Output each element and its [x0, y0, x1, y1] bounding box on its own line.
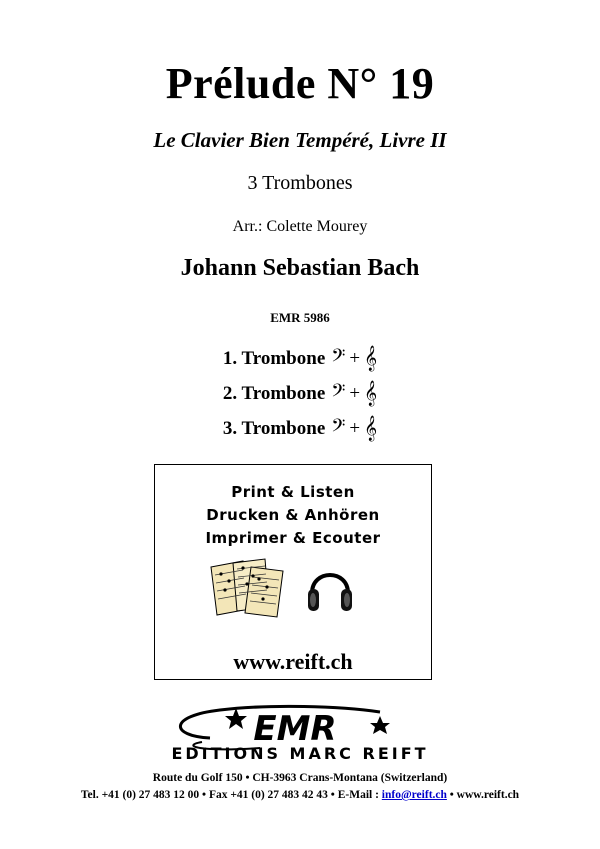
- parts-list: [0, 341, 600, 446]
- plus-sign: +: [349, 382, 361, 404]
- treble-clef-icon: 𝄞: [364, 346, 378, 371]
- contact-prefix: Tel. +41 (0) 27 483 12 00 • Fax +41 (0) 27 483 42 43 • E-Mail :: [80, 789, 382, 801]
- promo-line-fr: Imprimer & Ecouter: [205, 529, 381, 547]
- promo-line-en: Print & Listen: [231, 483, 355, 501]
- bass-clef-icon: 𝄢: [331, 416, 346, 441]
- sheet-music-icon: [207, 557, 287, 619]
- promo-line-de: Drucken & Anhören: [206, 506, 380, 524]
- bass-clef-icon: 𝄢: [331, 346, 346, 371]
- treble-clef-icon: 𝄞: [364, 381, 378, 406]
- plus-sign: +: [349, 417, 361, 439]
- publisher-address: Route du Golf 150 • CH-3963 Crans-Montana (Switzerland): [152, 772, 448, 784]
- arranger: Arr.: Colette Mourey: [232, 218, 368, 235]
- contact-suffix: • www.reift.ch: [446, 789, 520, 801]
- instrumentation: 3 Trombones: [247, 172, 353, 194]
- publisher-contact: [0, 789, 600, 801]
- composer: Johann Sebastian Bach: [180, 255, 420, 281]
- website-link[interactable]: www.reift.ch: [233, 649, 353, 674]
- part-label: 3. Trombone: [222, 417, 326, 439]
- part-label: 1. Trombone: [222, 347, 326, 369]
- treble-clef-icon: 𝄞: [364, 416, 378, 441]
- part-label: 2. Trombone: [222, 382, 326, 404]
- email-link[interactable]: info@reift.ch: [381, 789, 447, 801]
- plus-sign: +: [349, 347, 361, 369]
- part-item: [0, 341, 600, 376]
- headphones-icon: [305, 559, 355, 617]
- title: Prélude N° 19: [165, 59, 435, 108]
- print-listen-box: [154, 464, 432, 680]
- emr-logo-text: EMR: [253, 709, 337, 749]
- bass-clef-icon: 𝄢: [331, 381, 346, 406]
- publisher-name: EDITIONS MARC REIFT: [171, 744, 429, 763]
- part-item: [0, 376, 600, 411]
- part-item: [0, 411, 600, 446]
- catalog-number: EMR 5986: [270, 310, 330, 325]
- subtitle: Le Clavier Bien Tempéré, Livre II: [153, 128, 447, 152]
